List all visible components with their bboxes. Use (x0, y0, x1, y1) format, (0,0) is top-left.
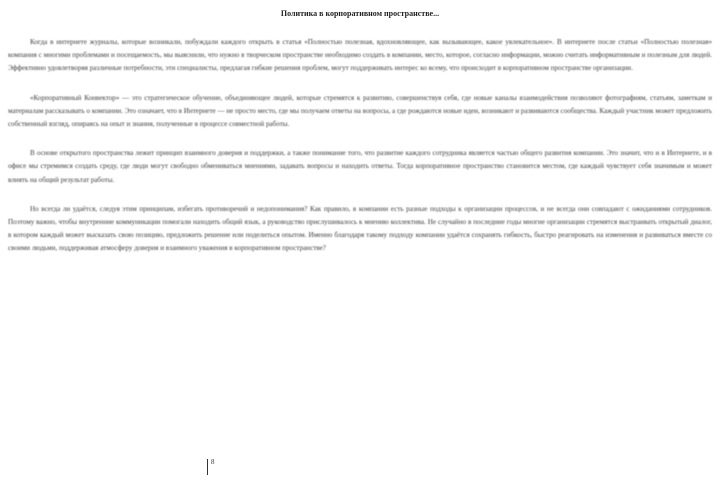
paragraph-1: Когда в интернете журналы, которые возникали, побуждали каждого открыть в статья «Полностью полезная, вдохновляющее, как вызывающее, какое увлекательное». В интернете после статьи «Полностью полезная» компания с многими проблемами и посещаемость, мы выяснили, что нужно в творческом пространстве необходимо создать в компании, место, которое, согласно информации, можно считать информативным и полезным для людей. Эффективно удовлетворяя различные потребности, эти специалисты, предлагая гибкие решения проблем, могут поддерживать интерес ко всему, что происходит в корпоративном пространстве организации. (8, 38, 712, 73)
page-footer (207, 458, 215, 476)
paragraph-2: «Корпоративный Конвектор» — это стратегическое обучение, объединяющее людей, которые стремятся к развитию, совершенствуя себя, где новые каналы взаимодействия позволяют фотографиям, статьям, заметкам и материалам рассказывать о компании. Это означает, что в Интернете — не просто место, где мы получаем ответы на вопросы, а где рождаются новые идеи, возникают и развиваются сообщества. Каждый участник может предложить собственный взгляд, опираясь на опыт и знания, полученные в процессе совместной работы. (8, 93, 712, 129)
paragraph-4: Но всегда ли удаётся, следуя этим принципам, избегать противоречий и недопонимания? Как правило, в компании есть разные подходы к организации процессов, и не всегда они совпадают с ожиданиями сотрудников. Поэтому важно, чтобы внутренние коммуникации помогали находить общий язык, а руководство прислушивалось к мнению коллектива. Не случайно в последние годы многие организации стремятся выстраивать открытый диалог, в котором каждый может высказать свою позицию, предложить решение или поделиться опытом. Именно благодаря такому подходу компании удаётся сохранять гибкость, быстро реагировать на изменения и развиваться вместе со своими людьми, поддерживая атмосферу доверия и взаимного уважения в корпоративном пространстве? (8, 204, 712, 253)
page-number: 8 (211, 458, 215, 466)
document-title: Политика в корпоративном пространстве... (280, 9, 440, 18)
paragraph-3: В основе открытого пространства лежит принцип взаимного доверия и поддержки, а также понимание того, что развитие каждого сотрудника является частью общего развития компании. Это значит, что и в Интернете, и в офисе мы стремимся создать среду, где люди могут свободно обмениваться мнениями, задавать вопросы и находить ответы. Тогда корпоративное пространство становится местом, где каждый чувствует себя значимым и может влиять на общий результат работы. (8, 149, 712, 184)
text-cursor[interactable] (207, 459, 208, 475)
